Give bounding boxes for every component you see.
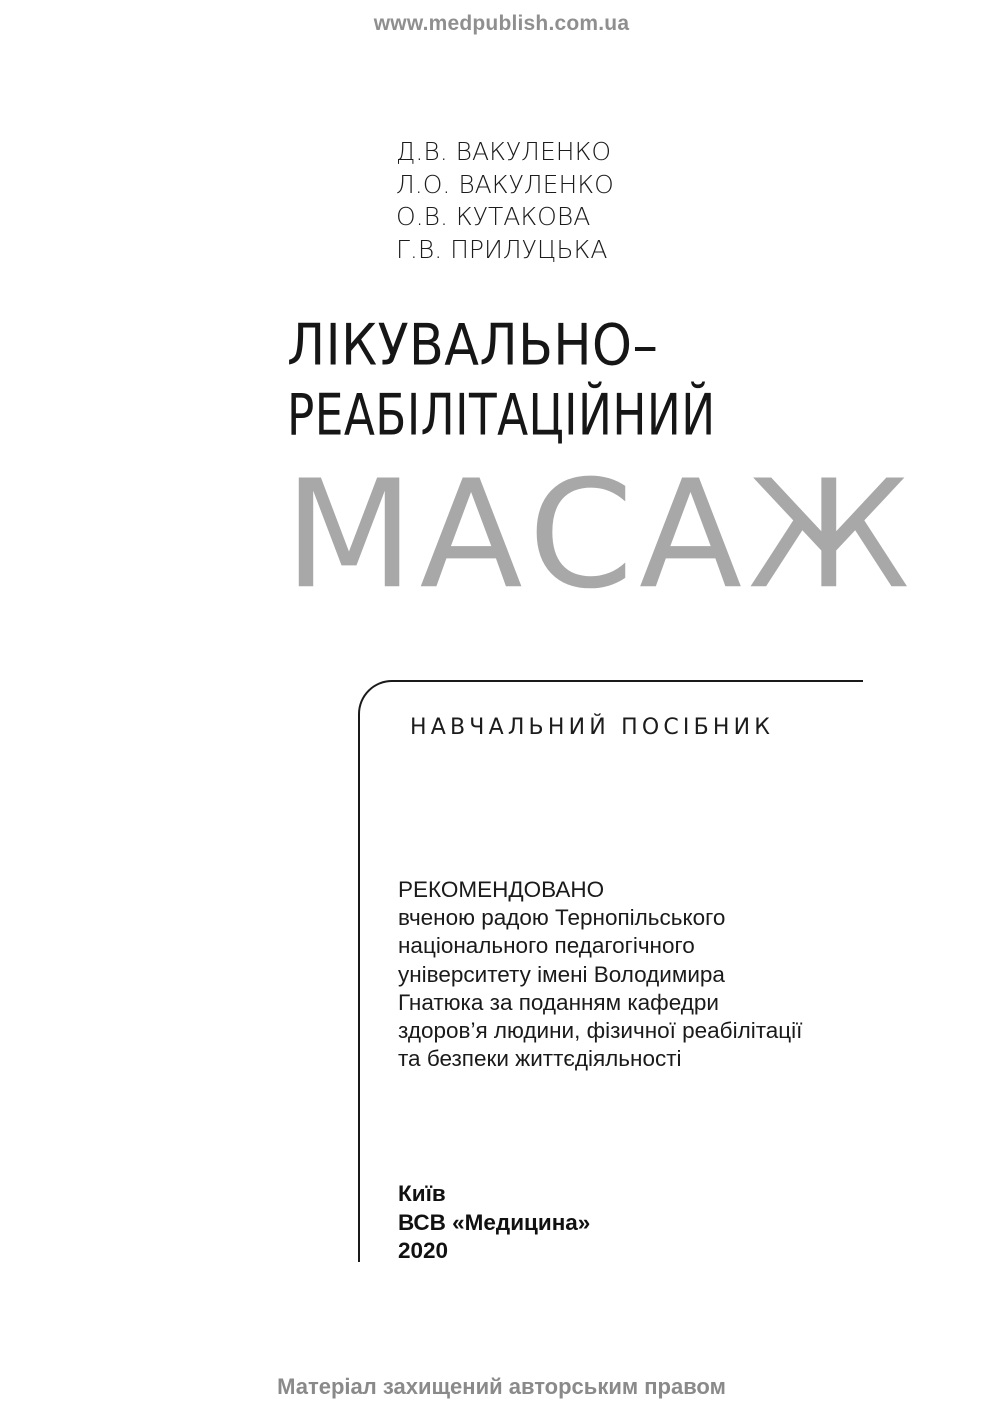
- recommendation-line: університету імені Володимира: [398, 961, 725, 987]
- publication-year: 2020: [398, 1238, 449, 1263]
- author-name: Г.В. ПРИЛУЦЬКА: [396, 234, 608, 264]
- author-name: О.В. КУТАКОВА: [396, 202, 591, 231]
- recommendation-line: Гнатюка за поданням кафедри: [398, 989, 719, 1015]
- recommendation-line: здоров’я людини, фізичної реабілітації: [398, 1018, 803, 1044]
- author-name: Л.О. ВАКУЛЕНКО: [396, 169, 614, 199]
- authors-list: [396, 136, 614, 266]
- publisher-imprint: [398, 1180, 590, 1266]
- recommendation-line: РЕКОМЕНДОВАНО: [398, 877, 605, 902]
- author-name: Д.В. ВАКУЛЕНКО: [396, 137, 612, 166]
- publisher-city: Київ: [398, 1181, 446, 1206]
- publisher-name: ВСВ «Медицина»: [398, 1209, 591, 1235]
- book-title-line-1: ЛІКУВАЛЬНО–: [287, 311, 659, 379]
- recommendation-line: національного педагогічного: [398, 933, 695, 959]
- site-url-watermark: www.medpublish.com.ua: [373, 12, 630, 35]
- recommendation-line: вченою радою Тернопільського: [398, 905, 726, 931]
- book-title-main-word: МАСАЖ: [284, 449, 916, 623]
- recommendation-line: та безпеки життєдіяльності: [398, 1046, 682, 1072]
- book-title-line-2: РЕАБІЛІТАЦІЙНИЙ: [287, 381, 716, 449]
- copyright-notice: Матеріал захищений авторським правом: [277, 1374, 726, 1399]
- recommendation-block: [398, 876, 868, 1073]
- book-subtitle: НАВЧАЛЬНИЙ ПОСІБНИК: [410, 715, 775, 740]
